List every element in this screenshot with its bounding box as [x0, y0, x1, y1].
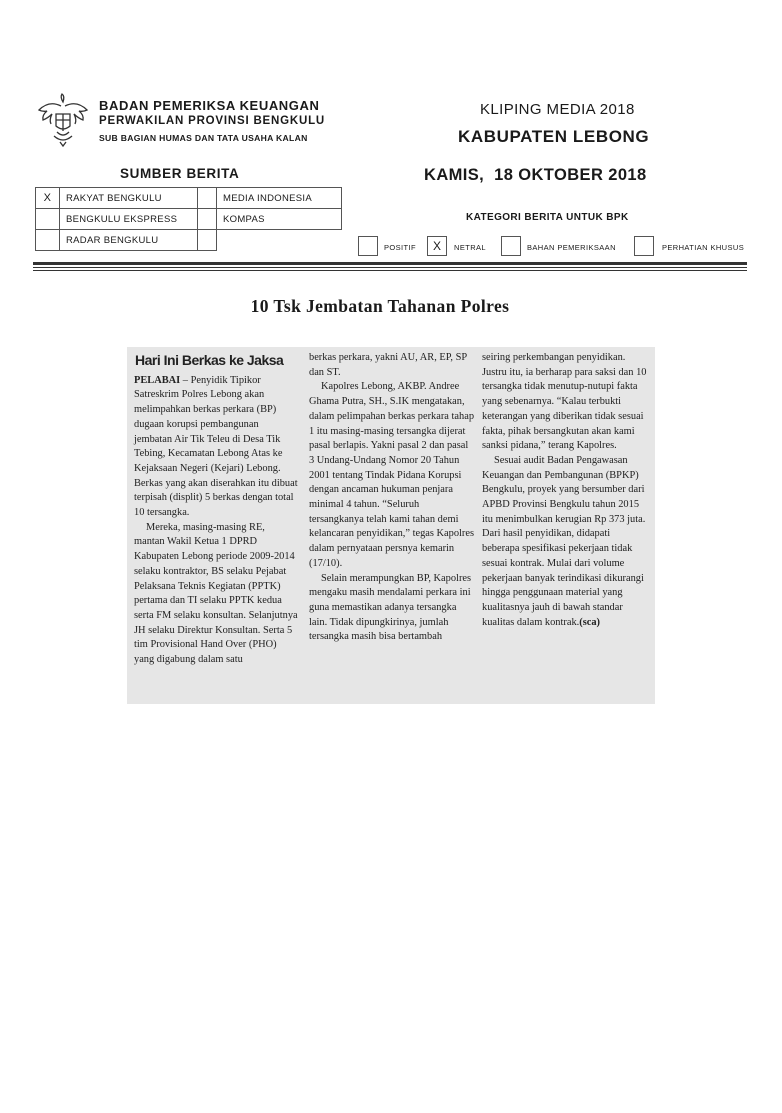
source-name: RADAR BENGKULU [60, 230, 198, 251]
source-name [217, 230, 342, 251]
article-paragraph: Mereka, masing-masing RE, mantan Wakil Ketua 1 DPRD Kabupaten Lebong periode 2009-2014 selaku kontraktor, BS selaku Pejabat Pelaksana Teknis Kegiatan (PPTK) pertama dan TI selaku PPTK kedua serta FM selaku konsultan. Selanjutnya JH selaku Direktur Konsultan. Serta 5 tim Provisional Hand Over (PHO) yang digabung dalam satu [134, 521, 298, 666]
article-headline: 10 Tsk Jembatan Tahanan Polres [250, 296, 510, 316]
article-column-1 [134, 351, 298, 668]
article-column-3 [482, 351, 648, 630]
category-label: NETRAL [454, 243, 486, 252]
article-dateline: PELABAI [134, 374, 181, 386]
date-line: KAMIS, 18 OKTOBER 2018 [424, 166, 647, 184]
article-paragraph [134, 374, 298, 521]
source-row [36, 209, 342, 230]
article-subhead: Hari Ini Berkas ke Jaksa [135, 352, 284, 368]
article-column-2 [309, 351, 475, 645]
category-label: BAHAN PEMERIKSAAN [527, 243, 616, 252]
article-paragraph: Selain merampungkan BP, Kapolres mengaku masih mendalami perkara ini guna memastikan adanya tersangka lain. Tidak dipungkirinya, jumlah tersangka masih bisa bertambah [309, 572, 472, 643]
article-byline: (sca) [579, 616, 601, 628]
category-checkbox-positif [358, 236, 378, 256]
garuda-emblem-icon [34, 92, 92, 150]
divider [33, 270, 747, 271]
kabupaten-title: KABUPATEN LEBONG [458, 127, 650, 146]
source-mark [198, 230, 217, 251]
source-name: RAKYAT BENGKULU [60, 188, 198, 209]
article-paragraph [482, 454, 648, 630]
org-name: BADAN PEMERIKSA KEUANGAN [99, 98, 320, 113]
category-checkbox-perhatian [634, 236, 654, 256]
org-subdivision: SUB BAGIAN HUMAS DAN TATA USAHA KALAN [99, 133, 308, 143]
divider [33, 267, 747, 268]
source-mark [36, 209, 60, 230]
article-paragraph: berkas perkara, yakni AU, AR, EP, SP dan ST. [309, 352, 467, 378]
source-mark [36, 230, 60, 251]
category-label: PERHATIAN KHUSUS [662, 243, 745, 252]
source-name: BENGKULU EKSPRESS [60, 209, 198, 230]
source-name: MEDIA INDONESIA [217, 188, 342, 209]
source-name: KOMPAS [217, 209, 342, 230]
category-title: KATEGORI BERITA UNTUK BPK [466, 212, 629, 223]
source-mark [198, 209, 217, 230]
source-mark: X [36, 188, 60, 209]
source-row [36, 230, 342, 251]
category-label: POSITIF [384, 243, 416, 252]
news-clipping [127, 347, 655, 704]
org-division: PERWAKILAN PROVINSI BENGKULU [99, 115, 326, 127]
kliping-title: KLIPING MEDIA 2018 [480, 101, 635, 118]
article-text: Sesuai audit Badan Pengawasan Keuangan dan Pembangunan (BPKP) Bengkulu, proyek yang bersumber dari APBD Provinsi Bengkulu tahun 2015 itu menimbulkan kerugian Rp 373 juta. Dari hasil penyidikan, didapati beberapa spesifikasi pekerjaan tidak sesuai kontrak. Mulai dari volume pekerjaan banyak terindikasi dikurangi hingga penggunaan material yang kualitasnya jauh di bawah standar kualitas dalam kontrak. [482, 454, 646, 628]
sources-title: SUMBER BERITA [120, 166, 240, 181]
category-checkbox-bahan [501, 236, 521, 256]
article-paragraph: Kapolres Lebong, AKBP. Andree Ghama Putra, SH., S.IK mengatakan, dalam pelimpahan berkas perkara tahap 1 itu masing-masing tersangka dijerat pasal berlapis. Yakni pasal 2 dan pasal 3 Undang-Undang Nomor 20 Tahun 2001 tentang Tindak Pidana Korupsi dengan ancaman hukuman penjara minimal 4 tahun. “Seluruh tersangkanya telah kami tahan demi kelancaran penyidikan,” tegas Kapolres dalam pernyataan persnya kemarin (17/10). [309, 381, 475, 569]
divider [33, 262, 747, 265]
source-mark [198, 188, 217, 209]
category-checkbox-netral: X [427, 236, 447, 256]
article-text: – Penyidik Tipikor Satreskrim Polres Lebong akan melimpahkan berkas perkara (BP) dugaan korupsi pembangunan jembatan Air Tik Teleu di Desa Tik Tebing, Kecamatan Lebong Atas ke Kejaksaan Negeri (Kejari) Lebong. Berkas yang akan diserahkan itu dibuat terpisah (displit) 5 berkas dengan total 10 tersangka. [134, 374, 298, 519]
sources-table [35, 187, 342, 251]
article-paragraph: seiring perkembangan penyidikan. Justru itu, ia berharap para saksi dan 10 tersangka tidak menutup-nutupi fakta yang sebenarnya. “Kalau terbukti keterangan yang diberikan tidak sesuai fakta, pihak bersangkutan akan kami sanksi pidana,” terang Kapolres. [482, 352, 647, 452]
source-row [36, 188, 342, 209]
